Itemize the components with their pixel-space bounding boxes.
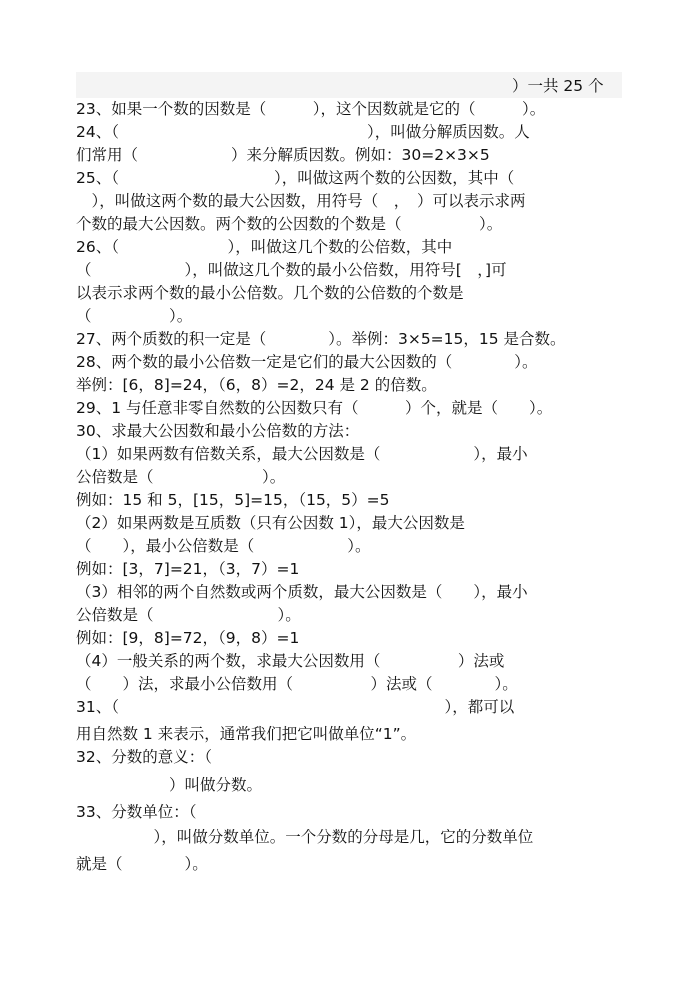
text-line: （ ）法，求最小公倍数用（ ）法或（ ）。 [76,675,518,693]
text-line: 26、（ ），叫做这几个数的公倍数，其中 [76,238,453,256]
text-line: （2）如果两数是互质数（只有公因数 1），最大公因数是 [76,514,465,532]
text-line: 用自然数 1 来表示，通常我们把它叫做单位“1”。 [76,725,417,743]
text-line: 27、两个质数的积一定是（ ）。举例：3×5=15，15 是合数。 [76,330,566,348]
text-line: 个数的最大公因数。两个数的公因数的个数是（ ）。 [76,215,503,233]
text-line: （3）相邻的两个自然数或两个质数，最大公因数是（ ），最小 [76,583,528,601]
text-line: 30、求最大公因数和最小公倍数的方法： [76,422,360,440]
text-line: 33、分数单位：（ [76,803,197,821]
text-line: 就是（ ）。 [76,855,208,873]
text-line: ），叫做分数单位。一个分数的分母是几，它的分数单位 [76,828,534,846]
text-line: 例如：15 和 5，[15，5]=15，（15，5）=5 [76,491,390,509]
text-line: 25、（ ），叫做这两个数的公因数，其中（ [76,169,515,187]
text-line: 28、两个数的最小公倍数一定是它们的最大公因数的（ ）。 [76,353,538,371]
text-line: ）一共 25 个 [512,77,604,95]
text-line: 们常用（ ）来分解质因数。例如：30=2×3×5 [76,146,490,164]
text-line: （4）一般关系的两个数，求最大公因数用（ ）法或 [76,652,505,670]
text-line: 24、（ ），叫做分解质因数。人 [76,123,530,141]
text-line: 例如：[9，8]=72，（9，8）=1 [76,629,300,647]
text-line: 例如：[3，7]=21，（3，7）=1 [76,560,300,578]
text-line: 31、（ ），都可以 [76,698,515,716]
text-line: 23、如果一个数的因数是（ ），这个因数就是它的（ ）。 [76,100,546,118]
text-line: （ ），叫做这几个数的最小公倍数，用符号[ ，]可 [76,261,507,279]
text-line: ）叫做分数。 [76,776,263,794]
text-line: ），叫做这两个数的最大公因数，用符号（ ， ）可以表示求两 [76,192,526,210]
text-line: 以表示求两个数的最小公倍数。几个数的公倍数的个数是 [76,284,464,302]
text-line: （ ）。 [76,307,193,325]
text-line: （1）如果两数有倍数关系，最大公因数是（ ），最小 [76,445,528,463]
text-line: 32、分数的意义：（ [76,748,212,766]
text-line: 29、1 与任意非零自然数的公因数只有（ ）个，就是（ ）。 [76,399,553,417]
text-line: （ ），最小公倍数是（ ）。 [76,537,371,555]
text-line: 公倍数是（ ）。 [76,606,301,624]
text-line: 公倍数是（ ）。 [76,468,286,486]
text-line: 举例：[6，8]=24，（6，8）=2，24 是 2 的倍数。 [76,376,437,394]
